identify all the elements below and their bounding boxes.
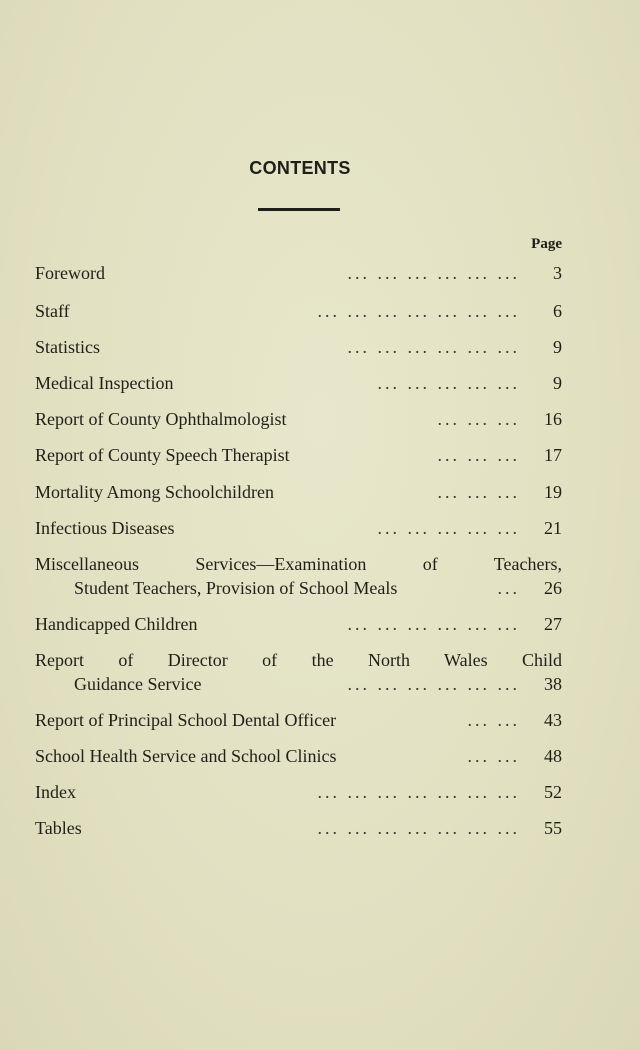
toc-leader: ... ... ... ... ... ... — [347, 614, 520, 634]
toc-page-number: 27 — [544, 614, 562, 634]
toc-entry-child-guidance[interactable] — [35, 648, 562, 696]
toc-entry-index[interactable] — [35, 780, 562, 804]
toc-entry-ophthalmologist[interactable] — [35, 407, 562, 431]
toc-entry-miscellaneous-services[interactable] — [35, 552, 562, 600]
toc-entry-label: Report of County Speech Therapist — [35, 445, 290, 465]
toc-leader: ... ... — [467, 710, 520, 730]
toc-entry-label-continued: Student Teachers, Provision of School Meals — [74, 578, 398, 598]
toc-leader: ... ... ... ... ... ... — [347, 263, 520, 283]
toc-leader: ... ... ... — [437, 409, 520, 429]
toc-entry-mortality[interactable] — [35, 480, 562, 504]
toc-entry-staff[interactable] — [35, 299, 562, 323]
toc-entry-label: Miscellaneous Services—Examination of Teachers, — [35, 554, 562, 574]
toc-page-number: 9 — [553, 337, 562, 357]
toc-entry-label: Report of Principal School Dental Officer — [35, 710, 337, 730]
toc-page-number: 3 — [553, 263, 562, 283]
toc-page-number: 55 — [544, 818, 562, 838]
toc-entry-label: Report of County Ophthalmologist — [35, 409, 287, 429]
toc-entry-medical-inspection[interactable] — [35, 371, 562, 395]
toc-entry-foreword[interactable] — [35, 261, 562, 285]
toc-leader: ... ... ... ... ... ... ... — [317, 818, 520, 838]
title-rule — [258, 208, 340, 211]
page-column-heading: Page — [531, 236, 562, 252]
toc-page-number: 16 — [544, 409, 562, 429]
toc-page-number: 19 — [544, 482, 562, 502]
toc-entry-label: Medical Inspection — [35, 373, 174, 393]
toc-entry-label: Statistics — [35, 337, 101, 357]
toc-leader: ... — [497, 578, 520, 598]
toc-entry-label: Mortality Among Schoolchildren — [35, 482, 274, 502]
toc-entry-label: School Health Service and School Clinics — [35, 746, 337, 766]
toc-page-number: 17 — [544, 445, 562, 465]
toc-leader: ... ... — [467, 746, 520, 766]
toc-page-number: 6 — [553, 301, 562, 321]
toc-leader: ... ... ... ... ... — [377, 518, 520, 538]
toc-page-number: 21 — [544, 518, 562, 538]
toc-entry-label: Infectious Diseases — [35, 518, 175, 538]
toc-entry-label: Handicapped Children — [35, 614, 198, 634]
toc-entry-label: Staff — [35, 301, 70, 321]
toc-entry-label: Tables — [35, 818, 82, 838]
toc-entry-statistics[interactable] — [35, 335, 562, 359]
toc-leader: ... ... ... — [437, 445, 520, 465]
toc-page-number: 48 — [544, 746, 562, 766]
toc-leader: ... ... ... ... ... ... ... — [317, 782, 520, 802]
toc-leader: ... ... ... ... ... — [377, 373, 520, 393]
toc-leader: ... ... ... — [437, 482, 520, 502]
toc-page-number: 38 — [544, 674, 562, 694]
toc-leader: ... ... ... ... ... ... ... — [317, 301, 520, 321]
toc-entry-label: Index — [35, 782, 76, 802]
toc-entry-dental-officer[interactable] — [35, 708, 562, 732]
toc-entry-label: Foreword — [35, 263, 105, 283]
toc-entry-label: Report of Director of the North Wales Child — [35, 650, 562, 670]
toc-page-number: 52 — [544, 782, 562, 802]
toc-leader: ... ... ... ... ... ... — [347, 674, 520, 694]
toc-page-number: 9 — [553, 373, 562, 393]
toc-page-number: 26 — [544, 578, 562, 598]
toc-entry-label-continued: Guidance Service — [74, 674, 202, 694]
toc-entry-tables[interactable] — [35, 816, 562, 840]
page-title: CONTENTS — [249, 158, 351, 178]
toc-entry-speech-therapist[interactable] — [35, 443, 562, 467]
toc-entry-handicapped-children[interactable] — [35, 612, 562, 636]
toc-page-number: 43 — [544, 710, 562, 730]
toc-entry-school-clinics[interactable] — [35, 744, 562, 768]
toc-leader: ... ... ... ... ... ... — [347, 337, 520, 357]
toc-entry-infectious-diseases[interactable] — [35, 516, 562, 540]
